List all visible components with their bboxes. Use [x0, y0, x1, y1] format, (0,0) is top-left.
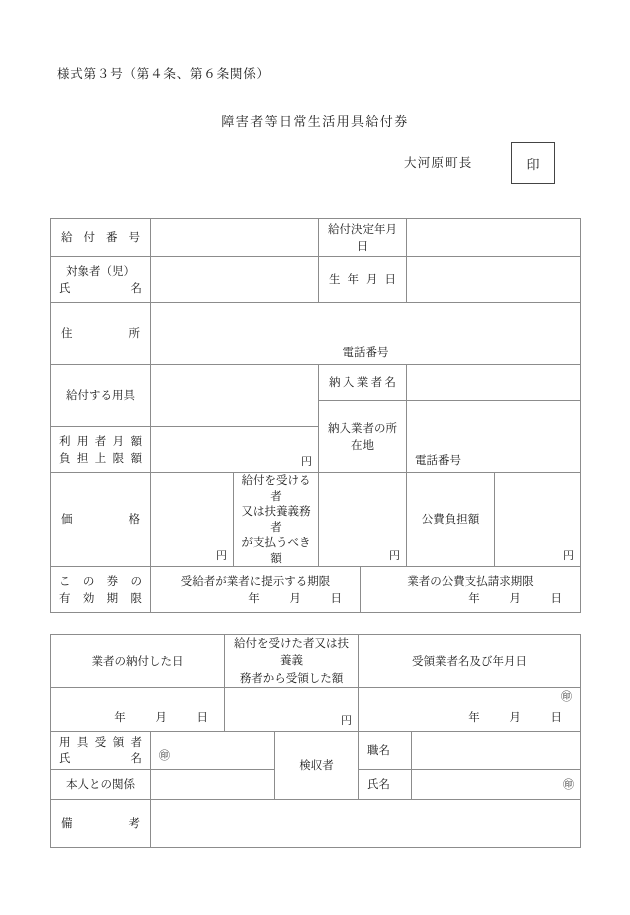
- delivery-date-label: 業者の納付した日: [51, 635, 225, 688]
- delivery-date-ymd: [59, 709, 216, 726]
- date-day-label: 日: [550, 709, 563, 724]
- form-number: 様式第３号（第４条、第６条関係）: [57, 66, 270, 81]
- monthly-cap-label-line1: 利用者月額: [59, 433, 142, 448]
- inspector-position-value[interactable]: [412, 731, 581, 769]
- equipment-receiver-label: [51, 731, 151, 769]
- table-row: [51, 567, 581, 613]
- supplier-name-label: 納入業者名: [319, 365, 407, 401]
- table-row: [51, 365, 581, 401]
- date-month-label: 月: [289, 590, 301, 605]
- monthly-cap-label-line2: 負担上限額: [59, 450, 142, 465]
- equipment-receiver-value[interactable]: [151, 731, 275, 769]
- table-row: [51, 687, 581, 731]
- claim-deadline-date: [371, 590, 570, 607]
- issuer-seal-box: [511, 142, 555, 184]
- equipment-value[interactable]: [151, 365, 319, 427]
- seal-stamp-icon: ㊞: [159, 748, 170, 762]
- claim-deadline-label: 業者の公費支払請求期限: [407, 573, 534, 588]
- received-amount-label-line2: 務者から受領した額: [239, 670, 344, 685]
- page-title: 障害者等日常生活用具給付券: [221, 115, 409, 130]
- equipment-receiver-label-line2: 氏 名: [59, 751, 142, 766]
- decision-date-value[interactable]: [407, 219, 581, 257]
- payable-label-line3: が支払うべき額: [241, 535, 311, 565]
- address-label: 住 所: [51, 303, 151, 365]
- date-year-label: 年: [114, 709, 126, 724]
- supplier-address-value[interactable]: [407, 401, 581, 473]
- birthdate-value[interactable]: [407, 257, 581, 303]
- inspector-name-value[interactable]: [412, 769, 581, 799]
- validity-label: [51, 567, 151, 613]
- recipient-label-line1: 対象者（児）: [66, 263, 135, 278]
- address-value[interactable]: [151, 303, 581, 365]
- recipient-label: [51, 257, 151, 303]
- payable-label-line1: 給付を受ける者: [241, 473, 311, 503]
- received-amount-label: [225, 635, 359, 688]
- date-day-label: 日: [330, 590, 342, 605]
- date-month-label: 月: [155, 709, 167, 724]
- benefit-number-label: 給付番号: [51, 219, 151, 257]
- public-share-unit: 円: [563, 549, 575, 563]
- inspector-label: 検収者: [275, 731, 359, 799]
- received-amount-label-line1: 給付を受けた者又は扶養義: [234, 636, 349, 668]
- monthly-cap-label: [51, 427, 151, 473]
- equipment-label: 給付する用具: [51, 365, 151, 427]
- date-year-label: 年: [248, 590, 260, 605]
- date-month-label: 月: [509, 590, 521, 605]
- date-day-label: 日: [196, 709, 208, 724]
- receipt-table: [50, 634, 581, 848]
- present-deadline-cell[interactable]: [151, 567, 361, 613]
- address-phone-label: 電話番号: [342, 345, 389, 360]
- relation-label: 本人との関係: [51, 769, 151, 799]
- received-amount-value[interactable]: [225, 687, 359, 731]
- date-month-label: 月: [509, 709, 521, 724]
- receiving-supplier-ymd: [369, 709, 570, 726]
- present-deadline-label: 受給者が業者に提示する期限: [180, 573, 331, 588]
- validity-label-line1: この券の: [59, 573, 142, 588]
- birthdate-label: 生年月日: [319, 257, 407, 303]
- voucher-table: [50, 218, 581, 613]
- receiving-supplier-value[interactable]: [359, 687, 581, 731]
- table-row: [51, 799, 581, 847]
- recipient-name-value[interactable]: [151, 257, 319, 303]
- payable-value[interactable]: [319, 473, 407, 567]
- equipment-receiver-label-line1: 用具受領者: [59, 734, 142, 749]
- decision-date-label: 給付決定年月日: [319, 219, 407, 257]
- remarks-value[interactable]: [151, 799, 581, 847]
- receiving-supplier-label: 受領業者名及び年月日: [359, 635, 581, 688]
- table-row: [51, 303, 581, 365]
- benefit-number-value[interactable]: [151, 219, 319, 257]
- payable-unit: 円: [389, 549, 400, 563]
- remarks-label: 備 考: [51, 799, 151, 847]
- price-unit: 円: [216, 549, 227, 563]
- date-day-label: 日: [550, 590, 563, 605]
- monthly-cap-unit: 円: [301, 455, 312, 469]
- table-row: [51, 473, 581, 567]
- payable-label-line2: 又は扶養義務者: [241, 504, 311, 534]
- present-deadline-date: [161, 590, 350, 607]
- supplier-phone-label: 電話番号: [415, 453, 461, 468]
- inspector-position-label: 職名: [359, 731, 412, 769]
- seal-label: 印: [526, 157, 540, 173]
- inspector-name-label: 氏名: [359, 769, 412, 799]
- table-row: [51, 731, 581, 769]
- supplier-name-value[interactable]: [407, 365, 581, 401]
- validity-label-line2: 有効期限: [59, 590, 142, 605]
- table-row: [51, 257, 581, 303]
- delivery-date-value[interactable]: [51, 687, 225, 731]
- seal-stamp-icon: ㊞: [563, 777, 575, 791]
- relation-value[interactable]: [151, 769, 275, 799]
- supplier-address-label: 納入業者の所在地: [319, 401, 407, 473]
- claim-deadline-cell[interactable]: [361, 567, 581, 613]
- issuer-name: 大河原町長: [404, 155, 473, 170]
- recipient-label-line2: 氏 名: [59, 280, 142, 295]
- date-year-label: 年: [468, 709, 480, 724]
- public-share-label: 公費負担額: [407, 473, 495, 567]
- public-share-value[interactable]: [495, 473, 581, 567]
- issuer-row: [404, 153, 473, 171]
- received-amount-unit: 円: [341, 713, 352, 727]
- price-label: 価 格: [51, 473, 151, 567]
- date-year-label: 年: [468, 590, 480, 605]
- seal-stamp-icon: ㊞: [561, 689, 573, 703]
- table-row: [51, 219, 581, 257]
- table-row: [51, 635, 581, 688]
- payable-label: [234, 473, 319, 567]
- price-value[interactable]: [151, 473, 234, 567]
- monthly-cap-value[interactable]: [151, 427, 319, 473]
